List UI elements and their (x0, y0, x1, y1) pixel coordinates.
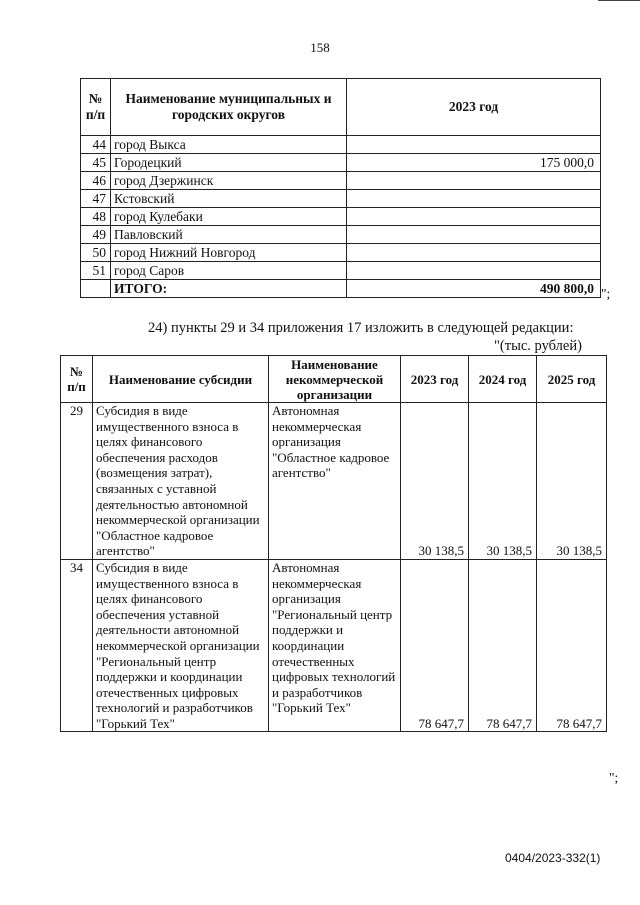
municipality-name: город Дзержинск (111, 172, 347, 190)
table-row (81, 244, 601, 262)
table1-closing-quote: "; (601, 286, 611, 301)
municipality-name: город Саров (111, 262, 347, 280)
row-value: 175 000,0 (347, 154, 601, 172)
row-number: 47 (81, 190, 111, 208)
row-number: 46 (81, 172, 111, 190)
municipality-name: город Выкса (111, 136, 347, 154)
units-label: "(тыс. рублей) (494, 338, 582, 354)
municipality-name: Городецкий (111, 154, 347, 172)
header-number: № п/п (61, 356, 93, 403)
row-value (347, 136, 601, 154)
header-organization: Наименование некоммерческой организации (269, 356, 401, 403)
header-municipality: Наименование муниципальных и городских округов (111, 79, 347, 136)
document-code: 0404/2023-332(1) (505, 851, 601, 865)
table-row (61, 403, 607, 560)
table-row (61, 559, 607, 732)
page-corner-line (598, 0, 640, 4)
amount-2023: 30 138,5 (401, 403, 469, 560)
amount-2025: 30 138,5 (537, 403, 607, 560)
page-number: 158 (310, 40, 330, 55)
row-number: 44 (81, 136, 111, 154)
total-row (81, 280, 601, 298)
row-number: 51 (81, 262, 111, 280)
municipality-name: город Кулебаки (111, 208, 347, 226)
table-header-row (61, 356, 607, 403)
header-year-2025: 2025 год (537, 356, 607, 403)
total-label: ИТОГО: (111, 280, 347, 298)
amount-2024: 30 138,5 (469, 403, 537, 560)
header-year-2023: 2023 год (401, 356, 469, 403)
municipal-allocation-table (80, 78, 601, 298)
table-header-row (81, 79, 601, 136)
row-number: 49 (81, 226, 111, 244)
subsidy-name: Субсидия в виде имущественного взноса в целях финансового обеспечения уставной деятельности автономной некоммерческой организации "Региональный центр поддержки и координации отечественных цифровых технологий и разработчиков "Горький Тех" (93, 559, 269, 732)
table-row (81, 226, 601, 244)
row-number: 34 (61, 559, 93, 732)
municipality-name: Кстовский (111, 190, 347, 208)
table2-closing-quote: "; (609, 770, 619, 785)
row-value (347, 226, 601, 244)
subsidy-table (60, 355, 607, 732)
row-value (347, 172, 601, 190)
table-row (81, 136, 601, 154)
row-number: 29 (61, 403, 93, 560)
total-value: 490 800,0 (347, 280, 601, 298)
row-value (347, 208, 601, 226)
row-value (347, 190, 601, 208)
amount-2023: 78 647,7 (401, 559, 469, 732)
table-row (81, 172, 601, 190)
amount-2025: 78 647,7 (537, 559, 607, 732)
row-number: 45 (81, 154, 111, 172)
amount-2024: 78 647,7 (469, 559, 537, 732)
total-empty-cell (81, 280, 111, 298)
row-value (347, 244, 601, 262)
table-row (81, 208, 601, 226)
municipality-name: Павловский (111, 226, 347, 244)
header-year-2024: 2024 год (469, 356, 537, 403)
row-value (347, 262, 601, 280)
row-number: 50 (81, 244, 111, 262)
table-row (81, 154, 601, 172)
header-subsidy-name: Наименование субсидии (93, 356, 269, 403)
amendment-intro-text: 24) пункты 29 и 34 приложения 17 изложить в следующей редакции: (148, 320, 574, 336)
header-number: № п/п (81, 79, 111, 136)
subsidy-name: Субсидия в виде имущественного взноса в целях финансового обеспечения расходов (возмещения затрат), связанных с уставной деятельностью автономной некоммерческой организации "Областное кадровое агентство" (93, 403, 269, 560)
header-year-2023: 2023 год (347, 79, 601, 136)
organization-name: Автономная некоммерческая организация "Областное кадровое агентство" (269, 403, 401, 560)
row-number: 48 (81, 208, 111, 226)
municipality-name: город Нижний Новгород (111, 244, 347, 262)
table-row (81, 190, 601, 208)
organization-name: Автономная некоммерческая организация "Региональный центр поддержки и координации отечественных цифровых технологий и разработчиков "Горький Тех" (269, 559, 401, 732)
table-row (81, 262, 601, 280)
